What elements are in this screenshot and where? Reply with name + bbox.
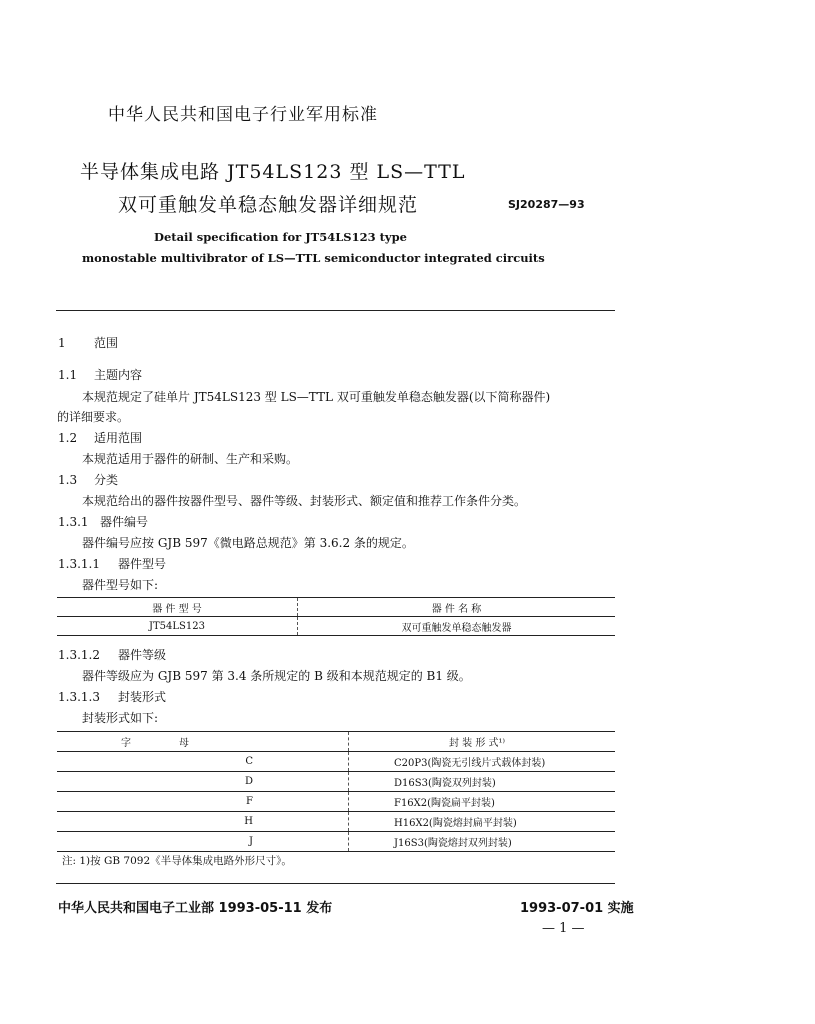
english-title-2: monostable multivibrator of LS—TTL semiconductor integrated circuits <box>82 251 545 265</box>
issue-info: 中华人民共和国电子工业部 1993-05-11 发布 <box>58 901 333 916</box>
section-1-3-1-3-heading <box>58 688 166 705</box>
section-1-3-1-2-heading <box>58 646 166 663</box>
section-title: 主题内容 <box>94 368 143 382</box>
section-number: 1 <box>58 336 66 350</box>
section-1-3-text: 本规范给出的器件按器件型号、器件等级、封装形式、额定值和推荐工作条件分类。 <box>82 494 527 508</box>
section-number: 1.3 <box>58 473 78 487</box>
section-title: 适用范围 <box>94 431 143 445</box>
table-row <box>57 792 615 812</box>
section-1-1-heading <box>58 366 142 383</box>
section-title: 器件型号 <box>118 557 167 571</box>
table-header-cell: 器 件 型 号 <box>57 598 298 617</box>
standard-number: SJ20287—93 <box>508 198 585 211</box>
section-1-heading <box>58 334 118 351</box>
section-1-3-1-2-text: 器件等级应为 GJB 597 第 3.4 条所规定的 B 级和本规范规定的 B1 级。 <box>82 669 471 683</box>
table-cell: F16X2(陶瓷扁平封装) <box>349 792 616 812</box>
section-title: 分类 <box>94 473 119 487</box>
section-1-3-1-heading <box>58 513 148 530</box>
section-1-2-text: 本规范适用于器件的研制、生产和采购。 <box>82 452 299 466</box>
title-line-2: 双可重触发单稳态触发器详细规范 <box>118 194 419 216</box>
table-header-cell: 器 件 名 称 <box>298 598 616 617</box>
page-number: — 1 — <box>542 921 585 936</box>
table-cell: C <box>57 752 349 772</box>
table-header-row <box>57 598 615 617</box>
section-1-2-heading <box>58 429 142 446</box>
section-1-3-1-3-text: 封装形式如下: <box>82 711 159 725</box>
section-number: 1.1 <box>58 368 78 382</box>
effective-date: 1993-07-01 实施 <box>520 901 634 916</box>
section-number: 1.2 <box>58 431 78 445</box>
table-cell: J16S3(陶瓷熔封双列封装) <box>349 832 616 852</box>
section-title: 范围 <box>94 336 119 350</box>
package-table <box>57 731 615 852</box>
table-cell: D16S3(陶瓷双列封装) <box>349 772 616 792</box>
section-number: 1.3.1.2 <box>58 648 100 662</box>
section-1-1-text-2: 的详细要求。 <box>57 410 130 424</box>
section-title: 器件等级 <box>118 648 167 662</box>
english-title-1: Detail specification for JT54LS123 type <box>154 230 407 244</box>
table-cell: 双可重触发单稳态触发器 <box>298 617 616 636</box>
title-line-1: 半导体集成电路 JT54LS123 型 LS—TTL <box>80 161 466 183</box>
section-title: 封装形式 <box>118 690 167 704</box>
table-cell: F <box>57 792 349 812</box>
table-cell: C20P3(陶瓷无引线片式载体封装) <box>349 752 616 772</box>
table-header-row <box>57 732 615 752</box>
section-number: 1.3.1.3 <box>58 690 100 704</box>
table-footnote: 注: 1)按 GB 7092《半导体集成电路外形尺寸》。 <box>62 855 292 867</box>
table-header-cell: 封 装 形 式¹⁾ <box>349 732 616 752</box>
table-header-cell: 字母 <box>57 732 349 752</box>
device-type-table <box>57 597 615 636</box>
footer-rule <box>56 883 615 884</box>
table-row <box>57 772 615 792</box>
table-row <box>57 832 615 852</box>
section-1-3-1-1-text: 器件型号如下: <box>82 578 159 592</box>
table-cell: J <box>57 832 349 852</box>
table-cell: H <box>57 812 349 832</box>
section-1-1-text-1: 本规范规定了硅单片 JT54LS123 型 LS—TTL 双可重触发单稳态触发器(以下简称器件) <box>82 390 551 404</box>
table-row <box>57 812 615 832</box>
section-1-3-1-text: 器件编号应按 GJB 597《微电路总规范》第 3.6.2 条的规定。 <box>82 536 414 550</box>
section-number: 1.3.1 <box>58 515 89 529</box>
table-cell: D <box>57 772 349 792</box>
section-1-3-1-1-heading <box>58 555 166 572</box>
header-rule <box>56 310 615 311</box>
standard-org: 中华人民共和国电子行业军用标准 <box>108 105 378 125</box>
table-cell: H16X2(陶瓷熔封扁平封装) <box>349 812 616 832</box>
section-title: 器件编号 <box>100 515 149 529</box>
table-row <box>57 752 615 772</box>
table-row <box>57 617 615 636</box>
section-number: 1.3.1.1 <box>58 557 100 571</box>
table-cell: JT54LS123 <box>57 617 298 636</box>
section-1-3-heading <box>58 471 118 488</box>
